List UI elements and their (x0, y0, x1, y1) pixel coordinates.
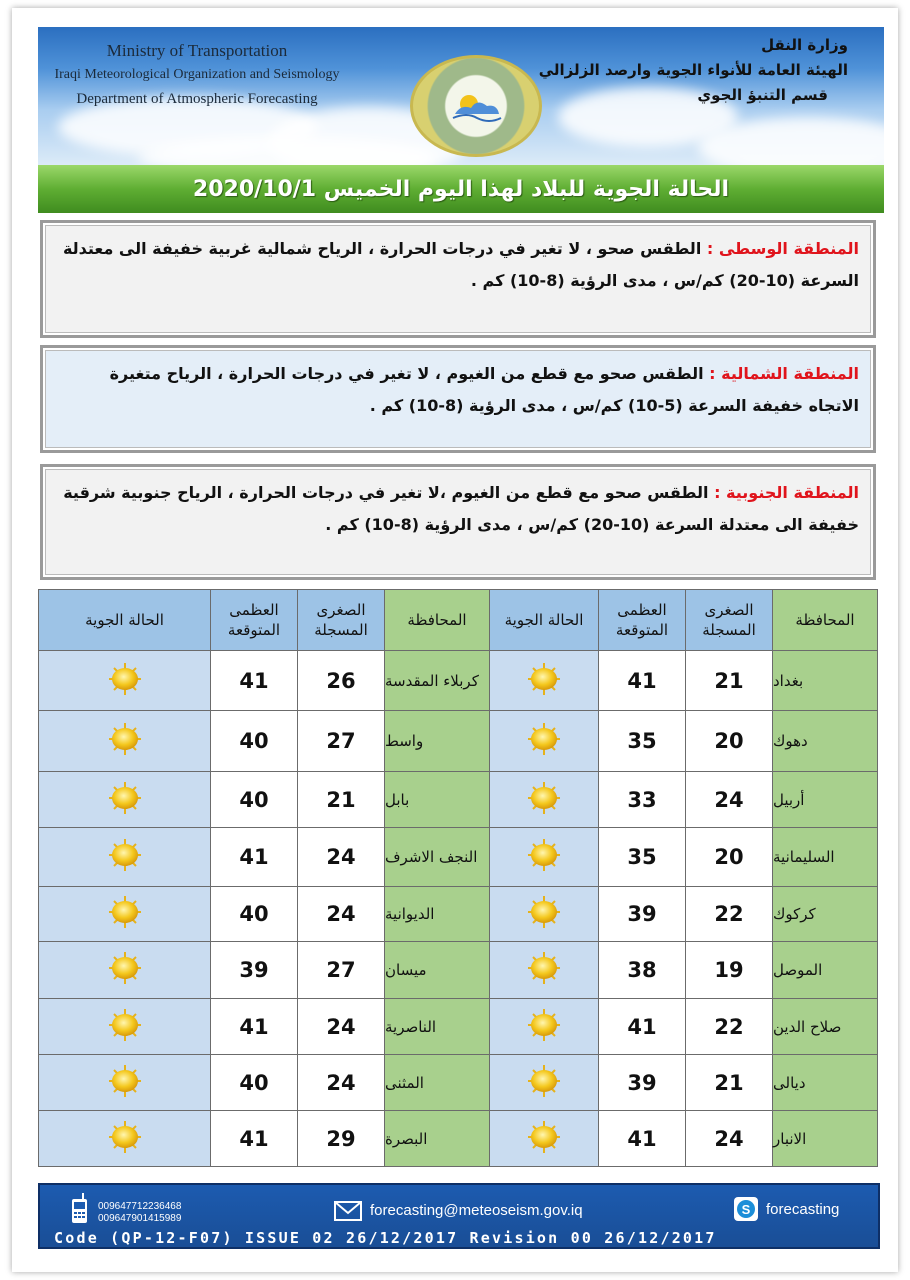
organization-name-ar: الهيئة العامة للأنواء الجوية وارصد الزلزالي (538, 61, 848, 79)
organization-seal-icon (410, 55, 542, 157)
region-text: الطقس صحو ، لا تغير في درجات الحرارة ، الرياح شمالية غربية خفيفة الى معتدلة السرعة (10-20) كم/س ، مدى الرؤية (8-10) كم . (62, 239, 859, 290)
sun-icon (39, 1055, 211, 1111)
min-temp: 20 (686, 711, 773, 772)
sun-icon (490, 942, 599, 999)
governorate-name: واسط (385, 711, 490, 772)
english-header (52, 39, 342, 111)
min-temp: 21 (686, 1055, 773, 1111)
header-banner (38, 27, 884, 165)
table-row (39, 942, 878, 999)
sun-icon (39, 887, 211, 942)
skype-handle[interactable]: forecasting (766, 1201, 840, 1218)
governorate-name: ميسان (385, 942, 490, 999)
department-name-en: Department of Atmospheric Forecasting (76, 91, 318, 107)
governorate-name: كربلاء المقدسة (385, 651, 490, 711)
max-temp: 39 (599, 1055, 686, 1111)
region-label: المنطقة الشمالية : (709, 364, 859, 383)
min-temp: 21 (686, 651, 773, 711)
table-header-row (39, 590, 878, 651)
table-row (39, 711, 878, 772)
table-row (39, 999, 878, 1055)
governorate-name: صلاح الدين (773, 999, 878, 1055)
governorate-name: السليمانية (773, 828, 878, 887)
max-temp: 41 (211, 999, 298, 1055)
sun-icon (39, 772, 211, 828)
min-temp: 27 (298, 942, 385, 999)
svg-text:S: S (741, 1202, 751, 1217)
governorate-name: بابل (385, 772, 490, 828)
header-min: الصغرى المسجلة (686, 590, 773, 651)
region-central (40, 220, 876, 338)
phone-number: 009647901415989 (98, 1213, 182, 1224)
max-temp: 33 (599, 772, 686, 828)
phone-numbers (98, 1201, 181, 1225)
sun-icon (490, 828, 599, 887)
max-temp: 40 (211, 711, 298, 772)
report-title: الحالة الجوية للبلاد لهذا اليوم الخميس 2020/10/1 (192, 176, 730, 202)
min-temp: 24 (298, 1055, 385, 1111)
min-temp: 22 (686, 999, 773, 1055)
sun-icon (39, 651, 211, 711)
governorate-name: ديالى (773, 1055, 878, 1111)
max-temp: 41 (599, 999, 686, 1055)
max-temp: 38 (599, 942, 686, 999)
table-row (39, 1055, 878, 1111)
ministry-name-en: Ministry of Transportation (106, 41, 288, 60)
min-temp: 26 (298, 651, 385, 711)
header-governorate: المحافظة (773, 590, 878, 651)
max-temp: 40 (211, 772, 298, 828)
table-row (39, 772, 878, 828)
forecast-table (38, 589, 878, 1167)
max-temp: 41 (599, 651, 686, 711)
skype-icon (734, 1197, 758, 1221)
table-row (39, 828, 878, 887)
min-temp: 22 (686, 887, 773, 942)
phone-icon (70, 1193, 90, 1225)
report-title-bar (38, 165, 884, 213)
min-temp: 24 (298, 999, 385, 1055)
min-temp: 27 (298, 711, 385, 772)
sun-icon (490, 711, 599, 772)
header-min: الصغرى المسجلة (298, 590, 385, 651)
governorate-name: بغداد (773, 651, 878, 711)
sun-icon (490, 1055, 599, 1111)
max-temp: 39 (599, 887, 686, 942)
ministry-name-ar: وزارة النقل (761, 36, 848, 54)
max-temp: 39 (211, 942, 298, 999)
sun-icon (39, 999, 211, 1055)
sun-icon (490, 1111, 599, 1167)
header-max: العظمى المتوقعة (599, 590, 686, 651)
document-code: Code (QP-12-F07) ISSUE 02 26/12/2017 Revision 00 26/12/2017 (54, 1229, 717, 1247)
governorate-name: كركوك (773, 887, 878, 942)
table-row (39, 651, 878, 711)
governorate-name: الموصل (773, 942, 878, 999)
sun-icon (490, 651, 599, 711)
min-temp: 24 (686, 772, 773, 828)
governorate-name: النجف الاشرف (385, 828, 490, 887)
max-temp: 41 (599, 1111, 686, 1167)
arabic-header (539, 33, 848, 108)
min-temp: 24 (298, 828, 385, 887)
table-row (39, 1111, 878, 1167)
header-weather: الحالة الجوية (490, 590, 599, 651)
region-north (40, 345, 876, 453)
sun-icon (39, 711, 211, 772)
governorate-name: الديوانية (385, 887, 490, 942)
table-row (39, 887, 878, 942)
region-label: المنطقة الجنوبية : (714, 483, 859, 502)
governorate-name: الناصرية (385, 999, 490, 1055)
sun-icon (490, 999, 599, 1055)
region-text: الطقس صحو مع قطع من الغيوم ،لا تغير في درجات الحرارة ، الرياح جنوبية شرقية خفيفة الى معتدلة السرعة (10-20) كم/س ، مدى الرؤية (8-10) كم . (63, 483, 859, 534)
header-weather: الحالة الجوية (39, 590, 211, 651)
phone-number: 009647712236468 (98, 1201, 182, 1212)
max-temp: 40 (211, 887, 298, 942)
min-temp: 19 (686, 942, 773, 999)
region-south (40, 464, 876, 580)
email-address[interactable]: forecasting@meteoseism.gov.iq (370, 1202, 583, 1219)
max-temp: 41 (211, 828, 298, 887)
mail-icon (334, 1201, 362, 1221)
sun-icon (39, 942, 211, 999)
sun-icon (490, 772, 599, 828)
min-temp: 20 (686, 828, 773, 887)
min-temp: 21 (298, 772, 385, 828)
governorate-name: البصرة (385, 1111, 490, 1167)
organization-name-en: Iraqi Meteorological Organization and Seismology (54, 67, 340, 82)
header-max: العظمى المتوقعة (211, 590, 298, 651)
governorate-name: الانبار (773, 1111, 878, 1167)
max-temp: 40 (211, 1055, 298, 1111)
min-temp: 24 (298, 887, 385, 942)
region-label: المنطقة الوسطى : (706, 239, 859, 258)
region-text: الطقس صحو مع قطع من الغيوم ، لا تغير في درجات الحرارة ، الرياح متغيرة الاتجاه خفيفة السرعة (5-10) كم/س ، مدى الرؤية (8-10) كم . (109, 364, 859, 415)
header-governorate: المحافظة (385, 590, 490, 651)
sun-icon (39, 1111, 211, 1167)
governorate-name: دهوك (773, 711, 878, 772)
max-temp: 41 (211, 1111, 298, 1167)
contact-footer (38, 1183, 880, 1249)
max-temp: 35 (599, 828, 686, 887)
max-temp: 41 (211, 651, 298, 711)
sun-icon (490, 887, 599, 942)
min-temp: 24 (686, 1111, 773, 1167)
max-temp: 35 (599, 711, 686, 772)
sun-icon (39, 828, 211, 887)
department-name-ar: قسم التنبؤ الجوي (697, 86, 828, 104)
governorate-name: المثنى (385, 1055, 490, 1111)
min-temp: 29 (298, 1111, 385, 1167)
governorate-name: أربيل (773, 772, 878, 828)
